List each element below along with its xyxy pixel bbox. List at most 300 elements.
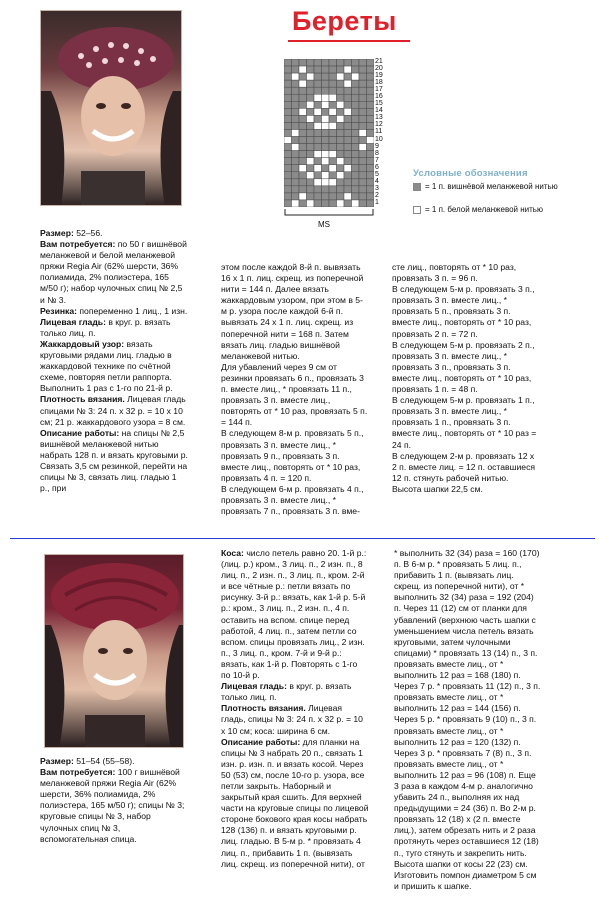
chart-cell [284, 108, 292, 115]
chart-row-number: 18 [375, 79, 383, 87]
chart-cell [337, 108, 345, 115]
chart-cell [359, 186, 367, 193]
chart-cell [329, 108, 337, 115]
chart-cell [337, 179, 345, 186]
chart-cell [299, 144, 307, 151]
chart-cell [322, 200, 330, 207]
chart-cell [314, 137, 322, 144]
chart-cell [344, 129, 352, 136]
chart-cell [299, 200, 307, 207]
beret2-column-1 [40, 756, 190, 845]
chart-cell [344, 165, 352, 172]
chart-repeat-label: MS [318, 220, 330, 229]
chart-cell [359, 200, 367, 207]
chart-cell [344, 66, 352, 73]
chart-cell [322, 87, 330, 94]
rib-value: попеременно 1 лиц., 1 изн. [79, 305, 188, 316]
chart-cell [344, 186, 352, 193]
chart-cell [299, 129, 307, 136]
chart-cell [344, 172, 352, 179]
instructions-label: Описание работы: [40, 427, 120, 438]
chart-cell [367, 122, 375, 129]
chart-cell [307, 165, 315, 172]
title-underline [288, 40, 410, 42]
chart-cell [344, 158, 352, 165]
chart-row-number: 8 [375, 149, 379, 157]
chart-row-number: 16 [375, 93, 383, 101]
chart-cell [292, 66, 300, 73]
chart-cell [299, 108, 307, 115]
chart-cell [292, 158, 300, 165]
chart-cell [352, 172, 360, 179]
chart-cell [352, 186, 360, 193]
chart-cell [307, 179, 315, 186]
chart-cell [337, 115, 345, 122]
chart-cell [359, 158, 367, 165]
chart-cell [314, 73, 322, 80]
chart-cell [367, 94, 375, 101]
instructions-value: на спицы № 2,5 вишнёвой меланжевой нитью набрать 128 п. и вязать круговыми р. Связать 3,5 см резинкой, перейти на спицы № 3, связать лиц. гладью 1 р., при [40, 427, 188, 494]
chart-cell [344, 87, 352, 94]
chart-cell [344, 80, 352, 87]
chart-cell [352, 179, 360, 186]
chart-cell [322, 193, 330, 200]
chart-cell [329, 94, 337, 101]
chart-cell [329, 122, 337, 129]
chart-cell [292, 59, 300, 66]
chart-cell [337, 94, 345, 101]
chart-cell [314, 108, 322, 115]
chart-cell [307, 186, 315, 193]
chart-row-number: 2 [375, 191, 379, 199]
chart-cell [292, 129, 300, 136]
chart-cell [307, 144, 315, 151]
chart-cell [359, 165, 367, 172]
chart-cell [307, 137, 315, 144]
chart-cell [337, 59, 345, 66]
chart-row-number: 9 [375, 142, 379, 150]
chart-cell [322, 129, 330, 136]
jacquard-value: вязать круговыми рядами лиц. гладью в жаккардовой технике по счётной схеме, повторяя петли раппорта. Выполнить 1 раз с 1-го по 21-й р. [40, 338, 173, 394]
chart-cell [367, 66, 375, 73]
chart-cell [322, 66, 330, 73]
chart-row-number: 5 [375, 170, 379, 178]
chart-cell [367, 59, 375, 66]
chart-cell [314, 66, 322, 73]
legend-title: Условные обозначения [413, 168, 528, 179]
chart-cell [359, 94, 367, 101]
beret1-column-3: сте лиц., повторять от * 10 раз, провязать 3 п. = 96 п. В следующем 5-м р. провязать 3 п., провязать 3 п. вместе лиц., * провязать 5 п., провязать 3 п. вместе лиц., повторять от * 10 раз, провязать 2 п. = 72 п. В следующем 5-м р. провязать 2 п., провязать 3 п. вместе лиц., * провязать 3 п., провязать 3 п. вместе лиц., повторять от * 10 раз, провязать 1 п. = 48 п. В следующем 5-м р. провязать 1 п., провязать 3 п. вместе лиц., * провязать 1 п., провязать 3 п. вместе лиц., повторять от * 10 раз = 24 п. В следующем 2-м р. провязать 12 x 2 п. вместе лиц. = 12 п. оставшиеся 12 п. стянуть рабочей нитью. Высота шапки 22,5 см. [392, 262, 537, 494]
chart-cell [329, 151, 337, 158]
chart-cell [284, 129, 292, 136]
chart-cell [292, 193, 300, 200]
chart-cell [284, 193, 292, 200]
chart-cell [292, 94, 300, 101]
chart-cell [329, 172, 337, 179]
chart-cell [322, 122, 330, 129]
chart-cell [337, 158, 345, 165]
chart-cell [322, 94, 330, 101]
chart-cell [359, 59, 367, 66]
size-label: Размер: [40, 756, 74, 766]
chart-cell [329, 129, 337, 136]
chart-cell [299, 94, 307, 101]
chart-cell [314, 186, 322, 193]
chart-cell [314, 122, 322, 129]
materials-label: Вам потребуется: [40, 767, 116, 778]
chart-cell [329, 101, 337, 108]
gauge-value: Лицевая гладь, спицы № 3: 24 п. x 32 р. = 10 x 10 см; коса: ширина 6 см. [221, 703, 363, 736]
chart-cell [307, 158, 315, 165]
chart-cell [344, 115, 352, 122]
beret1-photo [40, 10, 182, 206]
chart-cell [367, 151, 375, 158]
stockinette-label: Лицевая гладь: [221, 681, 287, 692]
chart-cell [299, 80, 307, 87]
chart-cell [284, 59, 292, 66]
chart-cell [307, 94, 315, 101]
gauge-value: Лицевая гладь спицами № 3: 24 п. x 32 р. = 10 x 10 см; 21 р. жаккардового узора = 8 см. [40, 394, 186, 427]
chart-cell [284, 115, 292, 122]
chart-cell [284, 165, 292, 172]
chart-cell [367, 186, 375, 193]
chart-cell [337, 66, 345, 73]
chart-row-number: 3 [375, 184, 379, 192]
chart-cell [314, 165, 322, 172]
chart-row-number: 13 [375, 114, 383, 122]
chart-cell [359, 144, 367, 151]
chart-cell [284, 172, 292, 179]
chart-cell [352, 101, 360, 108]
chart-cell [299, 66, 307, 73]
chart-cell [344, 94, 352, 101]
size-value: 52–56. [76, 228, 103, 238]
chart-cell [337, 80, 345, 87]
chart-row-number: 14 [375, 107, 383, 115]
chart-row-number: 10 [375, 135, 383, 143]
chart-row-number: 15 [375, 100, 383, 108]
chart-cell [307, 87, 315, 94]
chart-cell [299, 115, 307, 122]
chart-cell [314, 200, 322, 207]
chart-cell [337, 186, 345, 193]
jacquard-chart [284, 59, 374, 207]
chart-cell [292, 137, 300, 144]
chart-cell [344, 108, 352, 115]
gauge-label: Плотность вязания. [221, 703, 306, 714]
chart-cell [284, 186, 292, 193]
chart-cell [322, 186, 330, 193]
chart-cell [329, 137, 337, 144]
chart-cell [367, 200, 375, 207]
chart-cell [292, 165, 300, 172]
chart-cell [367, 108, 375, 115]
chart-cell [359, 115, 367, 122]
chart-cell [314, 129, 322, 136]
chart-cell [292, 200, 300, 207]
chart-cell [344, 137, 352, 144]
chart-cell [337, 122, 345, 129]
beret2-photo [44, 554, 184, 748]
chart-cell [352, 80, 360, 87]
chart-row-number: 21 [375, 58, 383, 65]
chart-cell [322, 165, 330, 172]
chart-cell [329, 59, 337, 66]
chart-cell [352, 94, 360, 101]
chart-cell [337, 73, 345, 80]
chart-cell [284, 80, 292, 87]
chart-cell [292, 144, 300, 151]
chart-cell [367, 165, 375, 172]
chart-cell [359, 193, 367, 200]
chart-cell [367, 137, 375, 144]
beret1-column-1 [40, 228, 188, 494]
chart-cell [352, 87, 360, 94]
chart-cell [284, 94, 292, 101]
chart-cell [299, 165, 307, 172]
chart-cell [292, 151, 300, 158]
chart-cell [322, 73, 330, 80]
chart-cell [322, 108, 330, 115]
chart-cell [329, 165, 337, 172]
chart-cell [322, 80, 330, 87]
chart-cell [359, 129, 367, 136]
chart-cell [322, 59, 330, 66]
chart-cell [337, 101, 345, 108]
chart-cell [344, 101, 352, 108]
chart-cell [329, 73, 337, 80]
chart-row-number: 4 [375, 177, 379, 185]
chart-cell [299, 151, 307, 158]
chart-cell [307, 122, 315, 129]
rib-label: Резинка: [40, 305, 77, 316]
chart-cell [344, 151, 352, 158]
gauge-label: Плотность вязания. [40, 394, 125, 405]
chart-row-number: 11 [375, 128, 383, 136]
chart-cell [359, 122, 367, 129]
chart-cell [322, 144, 330, 151]
chart-cell [314, 101, 322, 108]
chart-cell [329, 87, 337, 94]
chart-cell [299, 59, 307, 66]
legend-text-light: = 1 п. белой меланжевой нитью [425, 205, 543, 214]
chart-cell [359, 151, 367, 158]
chart-cell [307, 129, 315, 136]
instructions-label: Описание работы: [221, 736, 301, 747]
chart-row-number: 17 [375, 86, 383, 94]
chart-cell [292, 87, 300, 94]
beret1-column-2: этом после каждой 8-й п. вывязать 16 x 1 п. лиц. скрещ. из поперечной нити = 144 п. Далее вязать жаккардовым узором, при этом в 5-м р. узора после каждой 6-й п. вывязать 24 x 1 п. лиц. скрещ. из поперечной нити = 168 п. Затем вязать лиц. гладью вишнёвой меланжевой нитью. Для убавлений через 9 см от резинки провязать 6 п., провязать 3 п. вместе лиц., * провязать 11 п., провязать 3 п. вместе лиц., повторять от * 10 раз, провязать 5 п. = 144 п. В следующем 8-м р. провязать 5 п., провязать 3 п. вместе лиц., * провязать 9 п., провязать 3 п. вместе лиц., повторять от * 10 раз, провязать 4 п. = 120 п. В следующем 6-м р. провязать 4 п., провязать 3 п. вместе лиц., * провязать 7 п., провязать 3 п. вме- [221, 262, 368, 517]
chart-cell [299, 122, 307, 129]
chart-cell [284, 137, 292, 144]
chart-cell [352, 115, 360, 122]
chart-cell [284, 151, 292, 158]
chart-cell [367, 193, 375, 200]
chart-cell [344, 59, 352, 66]
materials-value: по 50 г вишнёвой меланжевой и белой меланжевой пряжи Regia Air (62% шерсти, 36% полиамида, 2% полиэстера, 165 м/50 г); набор чулочных спиц № 2,5 и № 3. [40, 239, 187, 305]
chart-cell [299, 137, 307, 144]
chart-cell [352, 151, 360, 158]
chart-cell [359, 73, 367, 80]
stockinette-label: Лицевая гладь: [40, 316, 106, 327]
chart-cell [307, 59, 315, 66]
chart-cell [307, 108, 315, 115]
chart-cell [337, 193, 345, 200]
chart-cell [299, 193, 307, 200]
chart-cell [284, 87, 292, 94]
chart-cell [284, 66, 292, 73]
chart-row-number: 1 [375, 198, 379, 206]
chart-cell [292, 172, 300, 179]
chart-cell [322, 172, 330, 179]
chart-cell [337, 172, 345, 179]
chart-cell [307, 115, 315, 122]
chart-cell [329, 80, 337, 87]
chart-cell [329, 186, 337, 193]
chart-cell [352, 122, 360, 129]
chart-cell [352, 165, 360, 172]
chart-cell [359, 172, 367, 179]
chart-row-number: 20 [375, 65, 383, 73]
chart-cell [299, 87, 307, 94]
chart-cell [314, 87, 322, 94]
chart-cell [337, 129, 345, 136]
chart-cell [284, 122, 292, 129]
chart-cell [322, 151, 330, 158]
chart-cell [329, 66, 337, 73]
chart-cell [292, 73, 300, 80]
chart-cell [292, 101, 300, 108]
size-label: Размер: [40, 228, 74, 238]
chart-cell [359, 108, 367, 115]
chart-cell [292, 115, 300, 122]
chart-cell [344, 122, 352, 129]
cable-value: число петель равно 20. 1-й р.: (лиц. р.) кром., 3 лиц. п., 2 изн. п., 8 лиц. п., 2 изн. п., 3 лиц. п., кром. 2-й и все чётные р.: петли вязать по рисунку. 3-й р.: вязать, как 1-й р. 5-й р.: кром., 3 лиц. п., 2 изн. п., 4 п. оставить на вспом. спице перед работой, 4 лиц. п., затем петли со вспом. спицы провязать лиц., 2 изн. п., 3 лиц. п., кром. 7-й и 9-й р.: вязать, как 1-й р. Повторять с 1-го по 10-й р. [221, 548, 367, 681]
chart-cell [344, 144, 352, 151]
instructions-value: для планки на спицы № 3 набрать 20 п., связать 1 изн. р. изн. п. и вязать косой. Через 50 (53) см, после 10-го р. узора, все петли закрыть. Наборный и закрытый края сшить. Для верхней части на круговые спицы по лицевой стороне бокового края косы набрать 128 (136) п. и вязать круговыми р. лиц. гладью. В 5-м р. * провязать 4 лиц. п., прибавить 1 п. (вывязать лиц. скрещ. из поперечной нити), от [221, 736, 369, 869]
chart-cell [307, 193, 315, 200]
chart-cell [292, 108, 300, 115]
chart-cell [329, 179, 337, 186]
chart-cell [299, 158, 307, 165]
chart-row-numbers [375, 58, 391, 206]
stockinette-value: в круг. р. вязать только лиц. п. [40, 316, 171, 338]
chart-cell [284, 101, 292, 108]
chart-cell [337, 144, 345, 151]
chart-cell [367, 87, 375, 94]
chart-cell [314, 151, 322, 158]
chart-cell [367, 144, 375, 151]
chart-cell [367, 172, 375, 179]
legend-swatch-dark [413, 183, 421, 191]
chart-cell [352, 137, 360, 144]
chart-cell [307, 200, 315, 207]
chart-row-number: 6 [375, 163, 379, 171]
chart-cell [314, 59, 322, 66]
section-divider [10, 538, 595, 539]
chart-cell [307, 80, 315, 87]
chart-cell [314, 144, 322, 151]
chart-cell [292, 80, 300, 87]
chart-cell [352, 129, 360, 136]
chart-cell [299, 186, 307, 193]
chart-cell [314, 172, 322, 179]
chart-cell [322, 101, 330, 108]
beret2-column-3: * выполнить 32 (34) раза = 160 (170) п. В 6-м р. * провязать 5 лиц. п., прибавить 1 п. (вывязать лиц. скрещ. из поперечной нити), от * выполнить 32 (34) раза = 192 (204) п. Через 11 (12) см от планки для убавлений (верхнюю часть шапки с уменьшением числа петель вязать круговыми, затем чулочными спицами) * провязать 13 (14) п., 3 п. провязать вместе лиц., от * выполнить 12 раз = 168 (180) п. Через 7 р. * провязать 11 (12) п., 3 п. провязать вместе лиц., от * выполнить 12 раз = 144 (156) п. Через 5 р. * провязать 9 (10) п., 3 п. провязать вместе лиц., от * выполнить 12 раз = 120 (132) п. Через 3 р. * провязать 7 (8) п., 3 п. провязать вместе лиц., от * выполнить 12 раз = 96 (108) п. Еще 3 раза в каждом 4-м р. аналогично убавить 24 п., выполняя их над предыдущими = 24 (36) п. Во 2-м р. провязать 12 (18) x (2 п. вместе лиц.), затем обрезать нить и 2 раза протянуть через оставшиеся 12 (18) п., туго стянуть и закрепить нить. Высота шапки от косы 22 (23) см. Изготовить помпон диаметром 5 см и пришить к шапке. [394, 548, 541, 891]
chart-row-number: 7 [375, 156, 379, 164]
chart-cell [322, 158, 330, 165]
chart-cell [307, 101, 315, 108]
chart-cell [352, 66, 360, 73]
chart-cell [344, 73, 352, 80]
chart-cell [329, 144, 337, 151]
chart-cell [344, 193, 352, 200]
chart-cell [307, 73, 315, 80]
page-title: Береты [292, 6, 397, 36]
chart-row-number: 19 [375, 72, 383, 80]
chart-cell [337, 200, 345, 207]
chart-cell [307, 172, 315, 179]
chart-cell [352, 193, 360, 200]
chart-cell [367, 101, 375, 108]
chart-cell [352, 108, 360, 115]
chart-cell [292, 186, 300, 193]
chart-cell [284, 144, 292, 151]
chart-cell [352, 158, 360, 165]
materials-value: 100 г вишнёвой меланжевой пряжи Regia Air (62% шерсти, 36% полиамида, 2% полиэстера, 165 м/50 г); спицы № 3; круговые спицы № 3, набор чулочных спиц № 3, вспомогательная спица. [40, 767, 185, 844]
legend-swatch-light [413, 206, 421, 214]
chart-cell [359, 179, 367, 186]
chart-cell [359, 66, 367, 73]
chart-cell [292, 122, 300, 129]
stockinette-value: в круг. р. вязать только лиц. п. [221, 681, 352, 703]
chart-cell [314, 179, 322, 186]
chart-cell [359, 101, 367, 108]
chart-cell [337, 165, 345, 172]
chart-cell [284, 200, 292, 207]
chart-cell [329, 193, 337, 200]
chart-cell [284, 73, 292, 80]
chart-cell [337, 87, 345, 94]
chart-cell [367, 129, 375, 136]
chart-cell [367, 179, 375, 186]
chart-cell [314, 193, 322, 200]
chart-cell [314, 94, 322, 101]
chart-cell [367, 73, 375, 80]
beret2-column-2 [221, 548, 369, 870]
chart-cell [352, 59, 360, 66]
legend-text-dark: = 1 п. вишнёвой меланжевой нитью [425, 182, 558, 191]
chart-cell [299, 101, 307, 108]
chart-cell [359, 137, 367, 144]
chart-cell [359, 80, 367, 87]
chart-cell [367, 158, 375, 165]
chart-cell [367, 115, 375, 122]
chart-cell [299, 179, 307, 186]
chart-cell [329, 200, 337, 207]
chart-cell [352, 144, 360, 151]
chart-cell [359, 87, 367, 94]
chart-cell [314, 158, 322, 165]
chart-cell [299, 73, 307, 80]
jacquard-label: Жаккардовый узор: [40, 338, 125, 349]
chart-cell [367, 80, 375, 87]
chart-cell [337, 151, 345, 158]
chart-repeat-bracket [284, 209, 374, 219]
chart-cell [299, 172, 307, 179]
chart-cell [307, 151, 315, 158]
chart-cell [314, 80, 322, 87]
